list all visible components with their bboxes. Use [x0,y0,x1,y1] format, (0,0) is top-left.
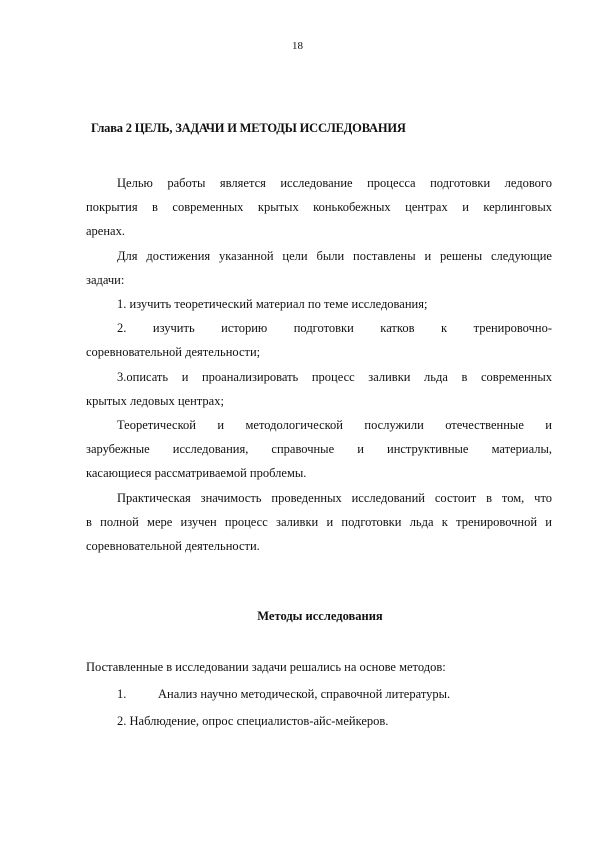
body-text [86,171,552,558]
task-item-3 [86,365,552,413]
text-line: аренах. [86,224,125,239]
task-item-2 [86,316,552,364]
text-line: 1. изучить теоретический материал по теме исследования; [117,297,428,312]
text-line: крытых ледовых центрах; [86,393,224,408]
text-line: задачи: [86,272,125,287]
text-line: Теоретической и методологической послужили отечественные и [117,418,552,433]
page-number: 18 [292,40,303,52]
section-title-methods: Методы исследования [257,609,383,623]
paragraph-goal [86,171,552,244]
methods-list [86,654,552,735]
text-line: соревновательной деятельности; [86,345,261,360]
paragraph-basis [86,413,552,486]
method-item-text: Анализ научно методической, справочной литературы. [158,687,451,701]
method-item-2: 2. Наблюдение, опрос специалистов-айс-мейкеров. [117,714,389,728]
methods-intro: Поставленные в исследовании задачи решались на основе методов: [86,660,446,674]
method-item-1 [86,681,552,708]
paragraph-tasks-intro [86,244,552,292]
text-line: соревновательной деятельности. [86,539,260,554]
chapter-title: Глава 2 ЦЕЛЬ, ЗАДАЧИ И МЕТОДЫ ИССЛЕДОВАНИЯ [91,121,406,135]
text-line: 2. изучить историю подготовки катков к тренировочно- [117,321,552,336]
text-line: зарубежные исследования, справочные и инструктивные материалы, [86,442,552,457]
text-line: Для достижения указанной цели были поставлены и решены следующие [117,248,552,263]
text-line: Практическая значимость проведенных исследований состоит в том, что [117,490,552,505]
text-line: Целью работы является исследование процесса подготовки ледового [117,176,552,190]
text-line: в полной мере изучен процесс заливки и подготовки льда к тренировочной и [86,514,552,529]
task-item-1 [86,292,552,316]
text-line: касающиеся рассматриваемой проблемы. [86,466,307,481]
paragraph-significance [86,486,552,559]
method-item-number: 1. [117,687,127,701]
text-line: 3.описать и проанализировать процесс заливки льда в современных [117,369,552,384]
text-line: покрытия в современных крытых конькобежных центрах и керлинговых [86,200,552,215]
